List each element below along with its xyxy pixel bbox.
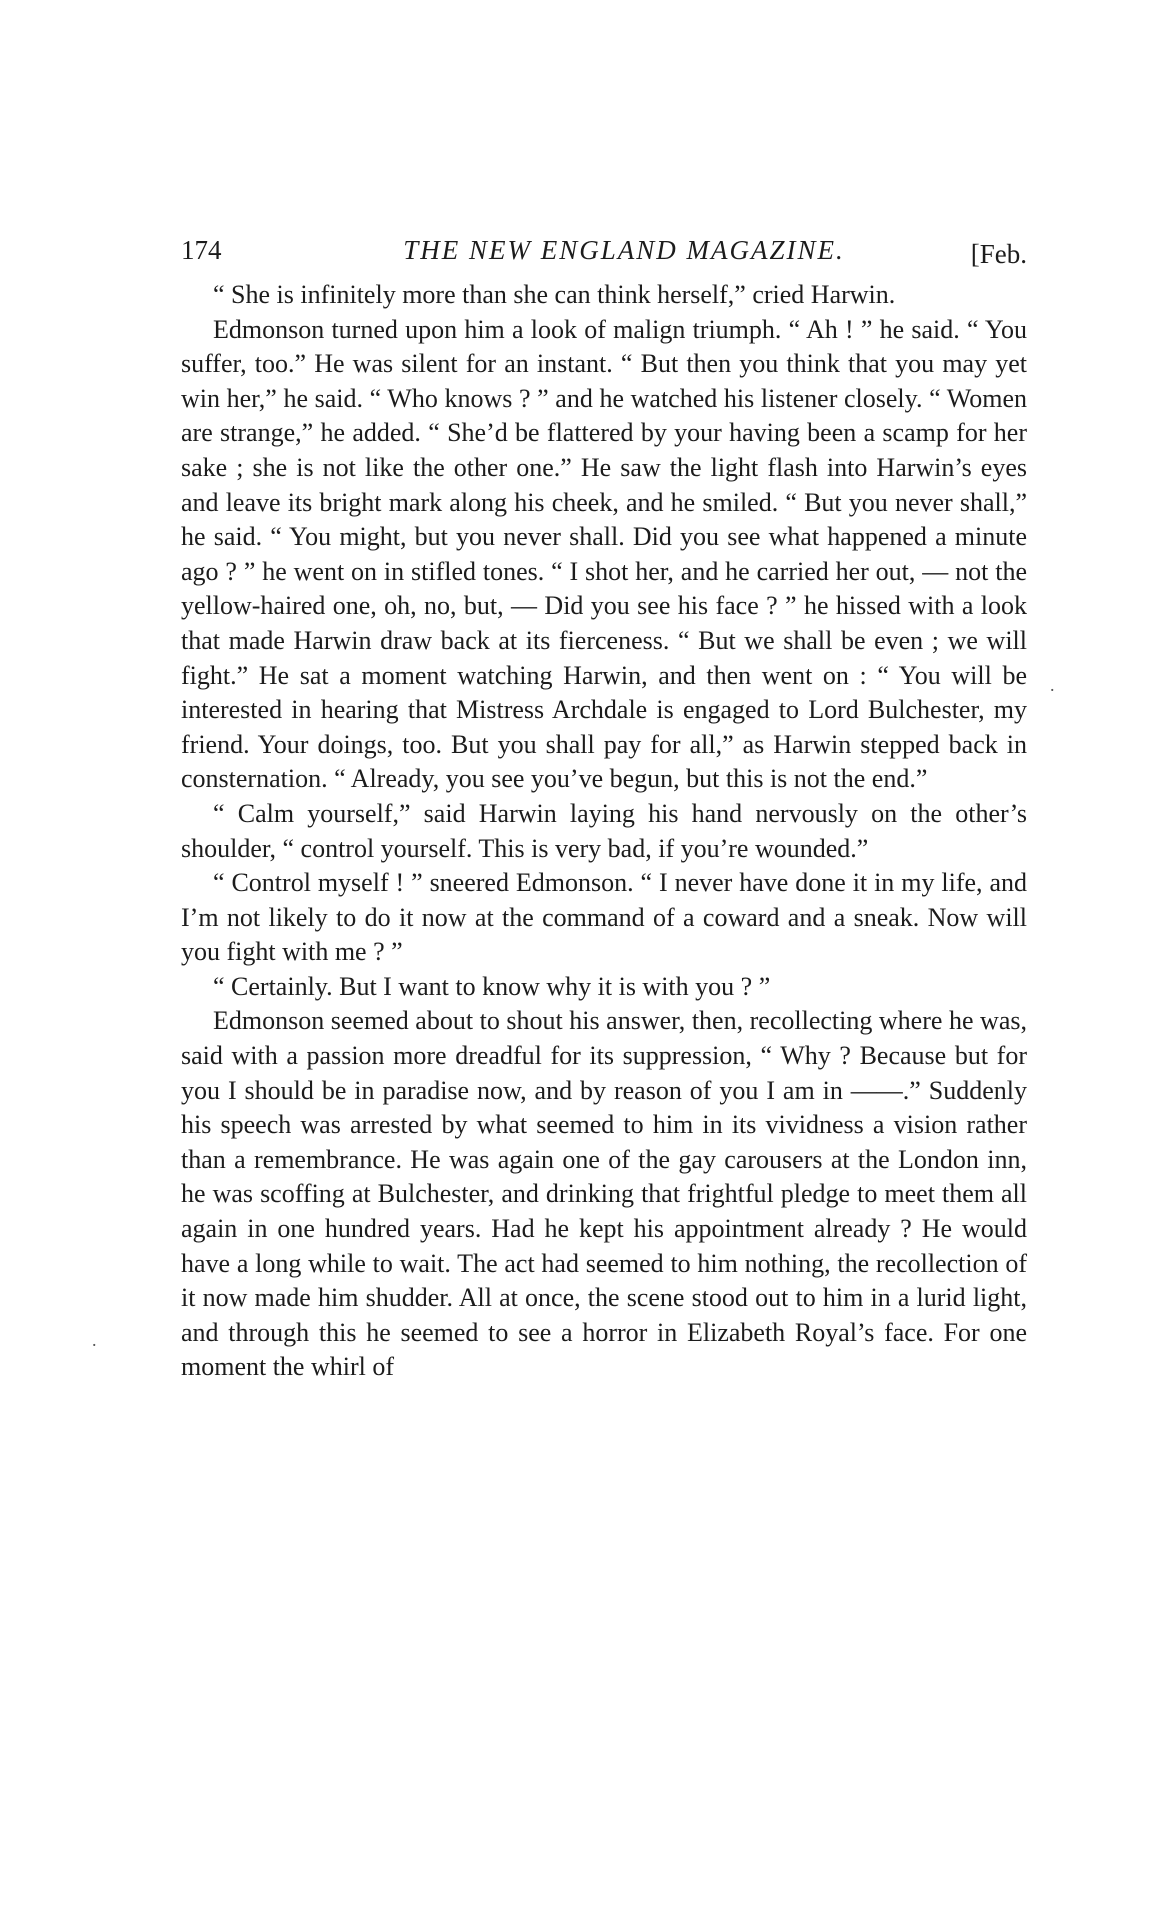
paragraph: Edmonson seemed about to shout his answer, then, recollecting where he was, said with a passion more dreadful for its suppression, “ Why ? Because but for you I should be in paradise now, and by reason of you I am in ——.” Suddenly his speech was arrested by what seemed to him in its vividness a vision rather than a remembrance. He was again one of the gay carousers at the London inn, he was scoffing at Bulchester, and drinking that frightful pledge to meet them all again in one hundred years. Had he kept his appointment already ? He would have a long while to wait. The act had seemed to him nothing, the recollection of it now made him shudder. All at once, the scene stood out to him in a lurid light, and through this he seemed to see a horror in Elizabeth Royal’s face. For one moment the whirl of [181, 1006, 1027, 1382]
document-page [181, 230, 1027, 1385]
page-number: 174 [181, 235, 222, 265]
paragraph: “ Certainly. But I want to know why it is with you ? ” [213, 971, 771, 1001]
stray-print-mark: . [92, 1330, 97, 1350]
paragraph: “ She is infinitely more than she can think herself,” cried Harwin. [213, 280, 896, 309]
paragraph: “ Control myself ! ” sneered Edmonson. “ I never have done it in my life, and I’m not likely to do it now at the command of a coward and a sneak. Now will you fight with me ? ” [181, 868, 1027, 967]
article-body [181, 278, 1027, 1385]
paragraph: “ Calm yourself,” said Harwin laying his hand nervously on the other’s shoulder, “ control yourself. This is very bad, if you’re wounded.” [181, 798, 1027, 863]
stray-print-mark: . [1050, 675, 1055, 695]
issue-month: [Feb. [970, 239, 1027, 269]
paragraph: Edmonson turned upon him a look of malign triumph. “ Ah ! ” he said. “ You suffer, too.” He was silent for an instant. “ But then you think that you may yet win her,” he said. “ Who knows ? ” and he watched his listener closely. “ Women are strange,” he added. “ She’d be flattered by your having been a scamp for her sake ; she is not like the other one.” He saw the light flash into Harwin’s eyes and leave its bright mark along his cheek, and he smiled. “ But you never shall,” he said. “ You might, but you never shall. Did you see what happened a minute ago ? ” he went on in stifled tones. “ I shot her, and he carried her out, — not the yellow-haired one, oh, no, but, — Did you see his face ? ” he hissed with a look that made Harwin draw back at its fierceness. “ But we shall be even ; we will fight.” He sat a moment watching Harwin, and then went on : “ You will be interested in hearing that Mistress Archdale is engaged to Lord Bulchester, my friend. Your doings, too. But you shall pay for all,” as Harwin stepped back in consternation. “ Already, you see you’ve begun, but this is not the end.” [181, 314, 1027, 794]
journal-title: THE NEW ENGLAND MAGAZINE. [403, 235, 845, 265]
running-header [181, 230, 1027, 270]
